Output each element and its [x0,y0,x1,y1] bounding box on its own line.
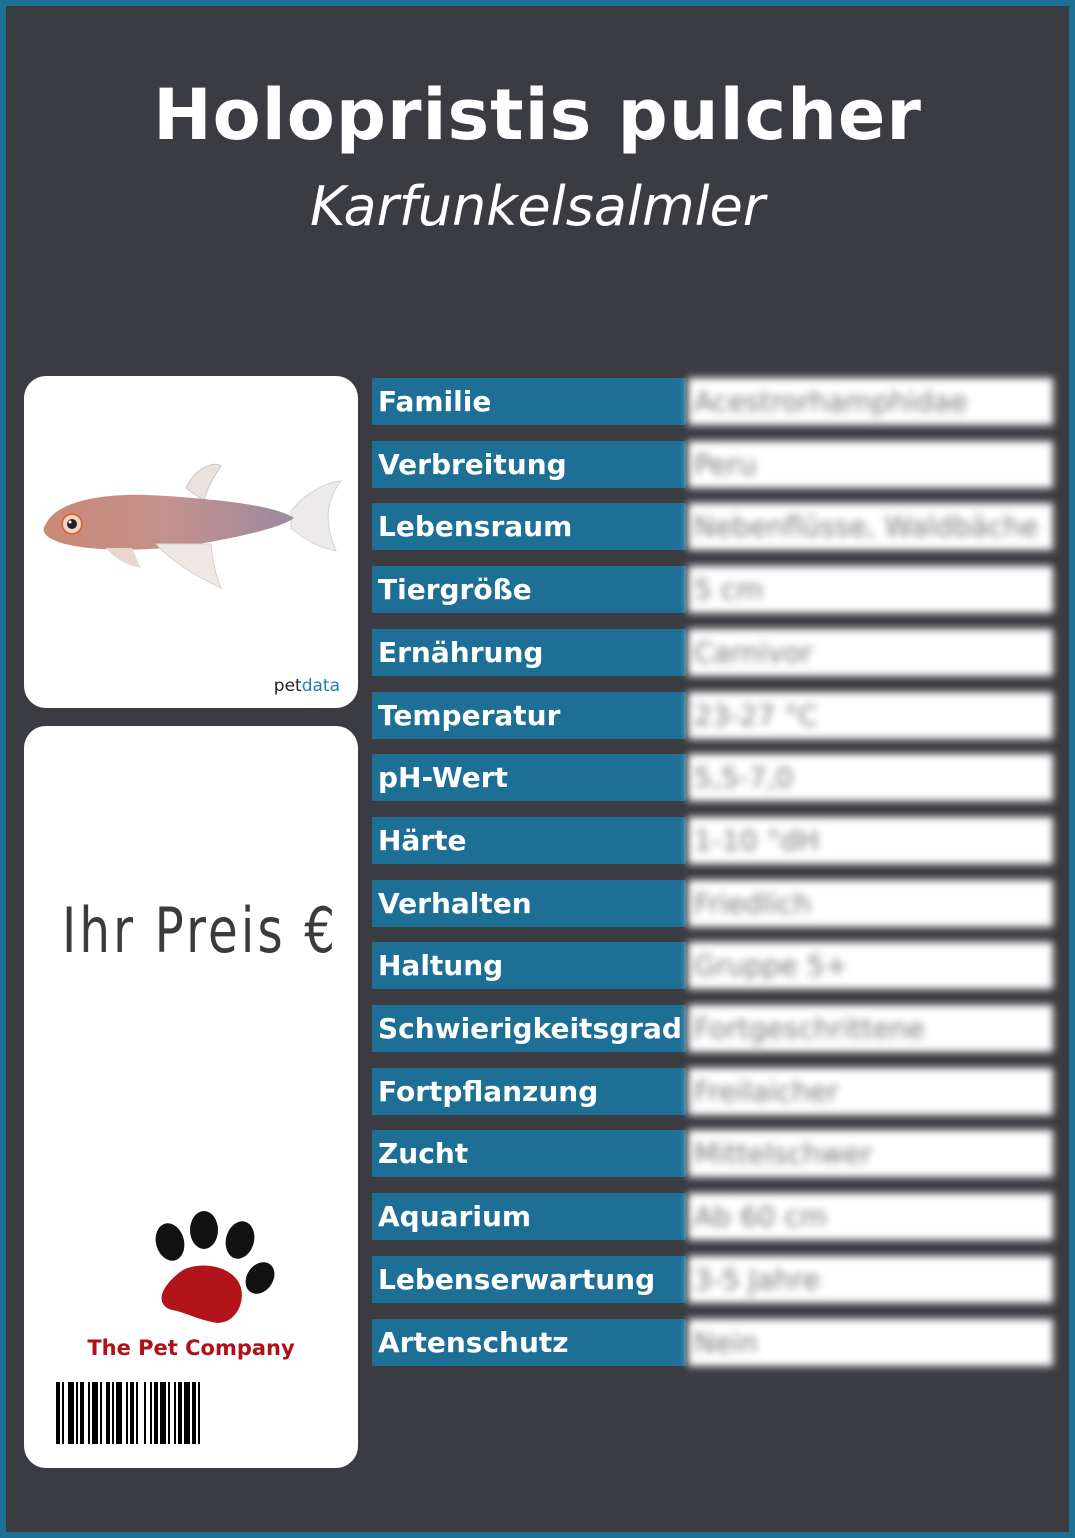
barcode-bar [100,1382,102,1444]
fact-value: Mittelschwer [688,1130,1053,1177]
barcode-image [56,1382,332,1444]
fact-label: Zucht [372,1130,686,1177]
fact-label: Lebensraum [372,503,686,550]
fact-value: 5,5-7,0 [688,754,1053,801]
fact-label: Schwierigkeitsgrad [372,1005,686,1052]
fact-value: Carnivor [688,629,1053,676]
petdata-logo-prefix: pet [273,676,302,696]
fact-value: Friedlich [688,880,1053,927]
fact-value: 23-27 °C [688,692,1053,739]
petdata-logo [274,676,340,696]
fact-value: 3-5 Jahre [688,1256,1053,1303]
barcode-bar [68,1382,74,1444]
fact-row [372,566,1053,613]
barcode-bar [154,1382,158,1444]
barcode-bar [56,1382,60,1444]
fact-row [372,692,1053,739]
fact-label: Lebenserwartung [372,1256,686,1303]
barcode-bar [80,1382,84,1444]
barcode-bar [150,1382,152,1444]
fact-row [372,503,1053,550]
fact-label: Verhalten [372,880,686,927]
fact-value: Acestrorhamphidae [688,378,1053,425]
fact-value: Nein [688,1319,1053,1366]
barcode-bar [106,1382,110,1444]
fact-row [372,1005,1053,1052]
barcode-bar [192,1382,196,1444]
fact-value: Peru [688,441,1053,488]
paw-logo-icon [142,1210,282,1335]
barcode-bar [144,1382,146,1444]
fact-label: Tiergröße [372,566,686,613]
fact-row [372,441,1053,488]
price-label: Ihr Preis € [62,894,339,967]
barcode-bar [88,1382,90,1444]
price-card [24,726,358,1468]
fact-row [372,1319,1053,1366]
barcode-bar [160,1382,166,1444]
fact-row [372,942,1053,989]
fact-label: Fortpflanzung [372,1068,686,1115]
barcode-bar [136,1382,138,1444]
barcode-bar [178,1382,182,1444]
fact-row [372,817,1053,864]
barcode-bar [168,1382,170,1444]
barcode-bar [198,1382,200,1444]
fact-row [372,378,1053,425]
barcode-bar [116,1382,122,1444]
fact-value: Nebenflüsse, Waldbäche [688,503,1053,550]
barcode-bar [184,1382,190,1444]
fact-row [372,1130,1053,1177]
barcode-bar [76,1382,78,1444]
fact-value: 1-10 °dH [688,817,1053,864]
fish-photo-card [24,376,358,708]
fact-value: Ab 60 cm [688,1193,1053,1240]
fact-row [372,880,1053,927]
fact-row [372,629,1053,676]
fact-label: Familie [372,378,686,425]
fact-row [372,1256,1053,1303]
fact-label: Härte [372,817,686,864]
barcode-bar [126,1382,128,1444]
page-title: Holopristis pulcher [153,74,922,156]
company-name: The Pet Company [87,1336,295,1360]
barcode-bar [130,1382,134,1444]
fact-label: Temperatur [372,692,686,739]
fact-value: Fortgeschrittene [688,1005,1053,1052]
fish-image [36,456,356,606]
fact-label: pH-Wert [372,754,686,801]
fact-row [372,1193,1053,1240]
page-subtitle: Karfunkelsalmler [310,175,765,238]
fact-label: Haltung [372,942,686,989]
fact-value: Gruppe 5+ [688,942,1053,989]
fact-value: Freilaicher [688,1068,1053,1115]
fact-label: Verbreitung [372,441,686,488]
fact-value: 5 cm [688,566,1053,613]
barcode-bar [112,1382,114,1444]
fact-label: Artenschutz [372,1319,686,1366]
fact-row [372,1068,1053,1115]
petdata-logo-suffix: data [301,676,340,696]
fact-row [372,754,1053,801]
barcode-bar [92,1382,98,1444]
barcode-bar [62,1382,64,1444]
fact-label: Aquarium [372,1193,686,1240]
barcode-bar [174,1382,176,1444]
fact-label: Ernährung [372,629,686,676]
